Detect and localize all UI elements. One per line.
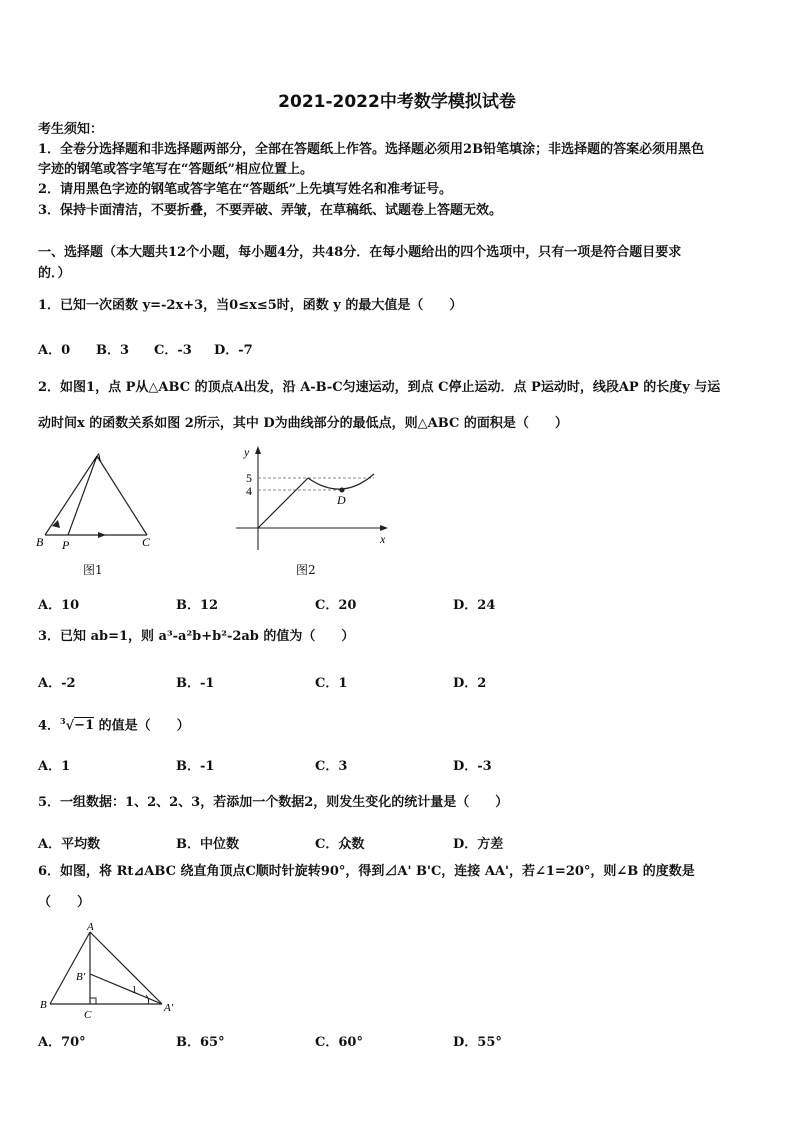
section-heading-1: 一、选择题（本大题共12个小题，每小题4分，共48分．在每小题给出的四个选项中，只有一项是符合题目要求 (38, 245, 682, 260)
q6-figure (34, 918, 184, 1022)
q6-stem-1: 6．如图，将 Rt⊿ABC 绕直角顶点C顺时针旋转90°，得到⊿A' B'C，连接 AA'，若∠1=20°，则∠B 的度数是 (38, 864, 695, 879)
fig2-label-d: D (337, 493, 346, 507)
fig6-label-a: A (87, 921, 94, 933)
q4-radicand: −1 (74, 718, 95, 734)
q2-option-a: A．10 (38, 598, 80, 613)
q3-option-b: B．-1 (176, 676, 215, 691)
fig1-label-c: C (142, 535, 151, 549)
fig6-label-angle-1: 1 (132, 985, 137, 996)
fig6-label-b-prime: B' (76, 971, 86, 983)
q4-radical-index: 3 (60, 716, 66, 726)
q2-stem-1: 2．如图1，点 P从△ABC 的顶点A出发，沿 A-B-C匀速运动，到点 C停止运动．点 P运动时，线段AP 的长度y 与运 (38, 380, 721, 395)
page-title: 2021-2022中考数学模拟试卷 (278, 92, 516, 112)
notice-line-2: 字迹的钢笔或答字笔写在“答题纸”相应位置上。 (38, 162, 313, 177)
q4-stem-suffix: 的值是（ ） (94, 718, 190, 734)
q3-option-a: A．-2 (38, 676, 76, 691)
section-heading-2: 的．） (38, 266, 71, 281)
notice-line-1: 1．全卷分选择题和非选择题两部分，全部在答题纸上作答。选择题必须用2B铅笔填涂；非选择题的答案必须用黑色 (38, 142, 705, 157)
q4-option-b: B．-1 (176, 759, 215, 774)
q2-option-b: B．12 (176, 598, 219, 613)
q5-option-b: B．中位数 (176, 837, 239, 852)
q4-stem-prefix: 4． (38, 718, 61, 734)
q5-option-c: C．众数 (315, 837, 365, 852)
radical-icon: √ (65, 718, 75, 734)
q4-option-c: C．3 (315, 759, 348, 774)
q5-option-a: A．平均数 (38, 837, 101, 852)
q2-figure-2 (228, 444, 398, 556)
fig1-label-a: A (94, 450, 102, 464)
q2-stem-2: 动时间x 的函数关系如图 2所示，其中 D为曲线部分的最低点，则△ABC 的面积是（ ） (38, 416, 568, 431)
q4-option-d: D．-3 (453, 759, 492, 774)
notice-heading: 考生须知： (38, 122, 104, 137)
fig1-label-p: P (62, 538, 70, 552)
q5-stem: 5．一组数据：1、2、2、3，若添加一个数据2，则发生变化的统计量是（ ） (38, 795, 509, 810)
q1-option-b: B．3 (96, 343, 130, 358)
q6-option-b: B．65° (176, 1035, 225, 1050)
fig2-label-x: x (380, 532, 386, 546)
fig2-label-y: y (244, 445, 250, 459)
fig2-label-5: 5 (246, 471, 252, 485)
q2-figure-1 (30, 448, 170, 558)
q6-option-c: C．60° (315, 1035, 363, 1050)
fig6-label-b: B (40, 999, 47, 1011)
q6-option-d: D．55° (453, 1035, 502, 1050)
q1-stem: 1．已知一次函数 y=-2x+3，当0≤x≤5时，函数 y 的最大值是（ ） (38, 298, 463, 313)
q2-figure-2-caption: 图2 (296, 563, 316, 577)
q4-stem (38, 711, 190, 736)
q1-option-a: A．0 (38, 343, 71, 358)
q3-stem: 3．已知 ab=1，则 a³-a²b+b²-2ab 的值为（ ） (38, 629, 355, 644)
q2-option-c: C．20 (315, 598, 357, 613)
fig2-label-4: 4 (246, 484, 252, 498)
q6-option-a: A．70° (38, 1035, 86, 1050)
q4-option-a: A．1 (38, 759, 71, 774)
q3-option-d: D．2 (453, 676, 487, 691)
fig6-label-c: C (84, 1009, 92, 1021)
q5-option-d: D．方差 (453, 837, 504, 852)
fig6-label-a-prime: A' (164, 1002, 174, 1014)
q2-option-d: D．24 (453, 598, 496, 613)
notice-line-3: 2．请用黑色字迹的钢笔或答字笔在“答题纸”上先填写姓名和准考证号。 (38, 182, 453, 197)
q6-stem-2: （ ） (38, 895, 91, 910)
fig1-label-b: B (36, 535, 44, 549)
notice-line-4: 3．保持卡面清洁，不要折叠，不要弄破、弄皱，在草稿纸、试题卷上答题无效。 (38, 203, 503, 218)
q2-figure-1-caption: 图1 (83, 563, 103, 577)
q3-option-c: C．1 (315, 676, 348, 691)
q1-option-d: D．-7 (214, 343, 253, 358)
q1-option-c: C．-3 (154, 343, 192, 358)
